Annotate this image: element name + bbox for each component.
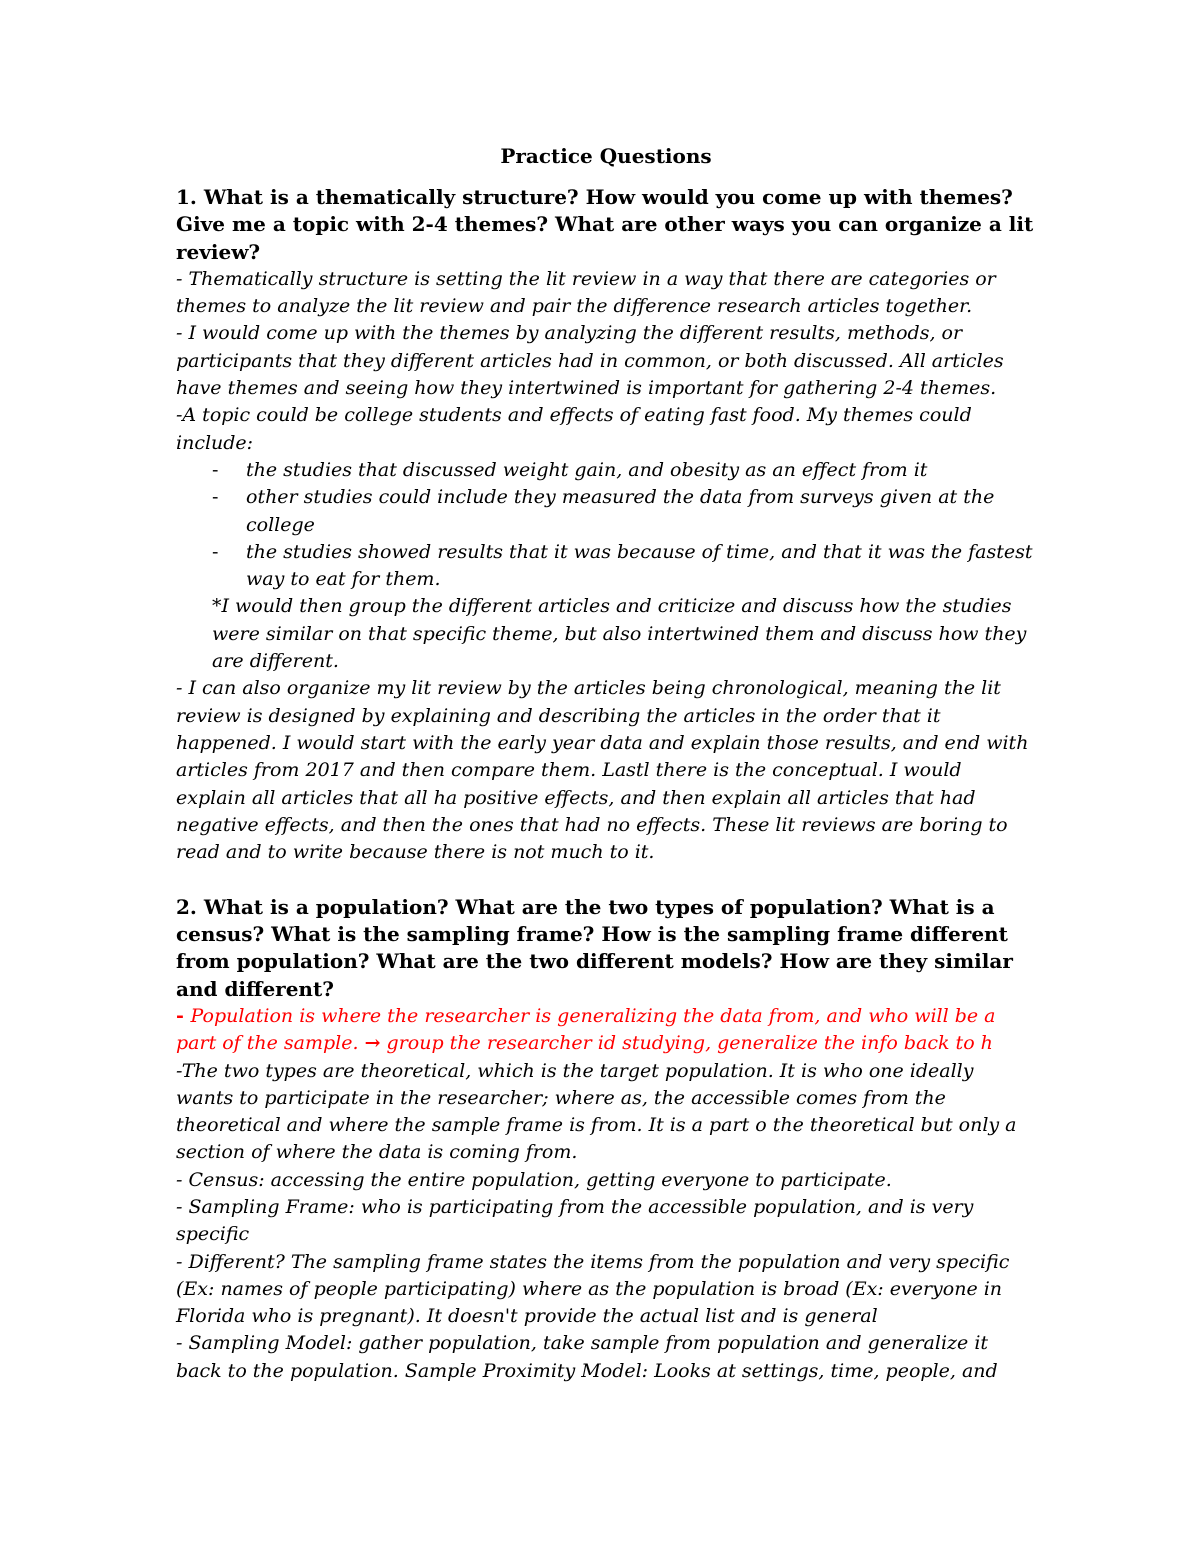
arrow-right-icon: → [364, 1032, 381, 1055]
list-item: - the studies showed results that it was because of time, and that it was the fastest way to eat for them. [212, 540, 1033, 591]
q1-answer-topic: -A topic could be college students and effects of eating fast food. My themes could include: [176, 404, 972, 454]
q2-answer-sampling-frame: - Sampling Frame: who is participating from the accessible population, and is very specific [176, 1195, 974, 1246]
q1-answer-organize: - I can also organize my lit review by the articles being chronological, meaning the lit review is designed by explaining and describing the articles in the order that it happened. I would start with the early year data and explain those results, and end with articles from 2017 and then compare them. Lastl there is the conceptual. I would explain all articles that all ha positive effects, and then explain all articles that had negative effects, and then the ones that had no effects. These lit reviews are boring to read and to write because there is not much to it. [176, 677, 1029, 864]
list-item: - other studies could include they measured the data from surveys given at the college [212, 486, 995, 536]
document-page [176, 136, 1036, 1385]
question-1: 1. What is a thematically structure? How would you come up with themes? Give me a topic with 2-4 themes? What are other ways you can organize a lit review? [176, 185, 1034, 264]
list-item: - the studies that discussed weight gain, and obesity as an effect from it [212, 457, 1036, 484]
q2-answer-different: - Different? The sampling frame states the items from the population and very specific (Ex: names of people participating) where as the population is broad (Ex: everyone in Florida who is pregnant). It doesn't provide the actual list and is general [176, 1250, 1010, 1328]
red-dash: - [176, 1004, 191, 1027]
q1-answer-themes: - I would come up with the themes by analyzing the different results, methods, or participants that they different articles had in common, or both discussed. All articles have themes and seeing how they intertwined is important for gathering 2-4 themes. [176, 322, 1004, 400]
q2-answer-census: - Census: accessing the entire population, getting everyone to participate. [176, 1168, 892, 1191]
q1-note: *I would then group the different articles and criticize and discuss how the studies were similar on that specific theme, but also intertwined them and discuss how they are different. [212, 595, 1027, 673]
question-2: 2. What is a population? What are the two types of population? What is a census? What is the sampling frame? How is the sampling frame different from population? What are the two different models? How are they similar and different? [176, 894, 1013, 1001]
q1-theme-list [176, 457, 1036, 593]
dash-bullet: - [212, 458, 219, 481]
q2-answer-models: - Sampling Model: gather population, take sample from population and generalize it back to the population. Sample Proximity Model: Looks at settings, time, people, and [176, 1332, 998, 1382]
q2-answer-types: -The two types are theoretical, which is the target population. It is who one ideally wants to participate in the researcher; where as, the accessible comes from the theoretical and where the sample frame is from. It is a part o the theoretical but only a section of where the data is coming from. [176, 1059, 1017, 1164]
q1-answer-thematic: - Thematically structure is setting the lit review in a way that there are categories or themes to analyze the lit review and pair the difference research articles together. [176, 267, 996, 318]
page-title: Practice Questions [500, 144, 712, 168]
dash-bullet: - [212, 540, 219, 563]
q2-answer-population: - Population is where the researcher is generalizing the data from, and who will be a part of the sample. → group the researcher id studying, generalize the info back to h [176, 1004, 996, 1055]
dash-bullet: - [212, 486, 219, 509]
